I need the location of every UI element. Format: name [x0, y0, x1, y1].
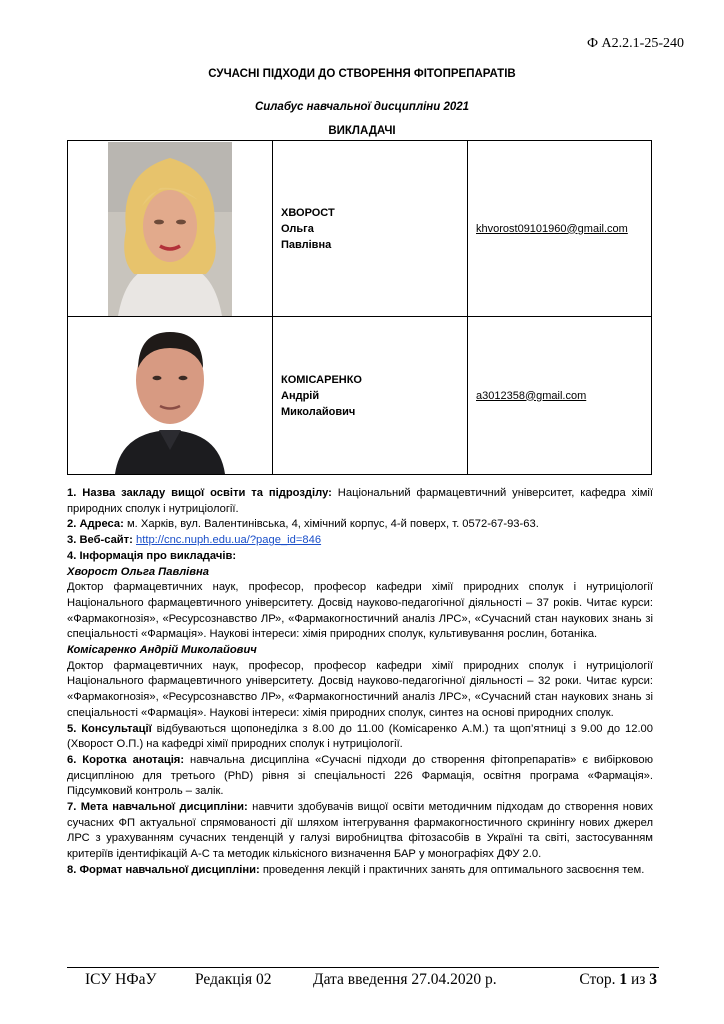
section-goal [67, 800, 653, 863]
section-institution [67, 486, 653, 517]
teacher-1-name: Хворост Ольга Павлівна [67, 565, 210, 578]
section-label: 5. Консультації [67, 722, 152, 735]
section-text: навчальна дисципліна «Сучасні підходи до створення фітопрепаратів» є вибірковою дисципліною для третього (PhD) рівня зі спеціальності 226 Фармація, освітня програма «Фармація». Підсумковий контроль – залік. [67, 753, 653, 798]
syllabus-content [67, 486, 653, 879]
teachers-heading: ВИКЛАДАЧІ [328, 125, 396, 137]
document-subtitle: Силабус навчальної дисципліни 2021 [254, 101, 470, 113]
teacher-photo-komisarenko [113, 318, 227, 474]
section-format [67, 863, 653, 879]
teacher-photo-khvorost [108, 142, 232, 316]
section-text: навчити здобувачів вищої освіти методичним підходам до створення нових сучасних ФП актуальної спрямованості дії шляхом інтегрування фармакогностичного скринінгу нових джерел ЛРС з урахуванням сучасних тенденцій у галузі виробництва фітозасобів в Україні та світі, застосуванням критеріїв ідентифікацій А-С та методик кількісного визначення БАР у монографіях ДФУ 2.0. [67, 801, 653, 861]
teacher-2-name: Комісаренко Андрій Миколайович [67, 644, 257, 657]
teacher-photo-cell [68, 317, 273, 475]
teacher-email-cell [468, 141, 652, 317]
teachers-table [67, 140, 652, 475]
footer-page-total: 3 [649, 971, 657, 988]
footer-divider [67, 967, 659, 968]
section-text: відбуваються щопонеділка з 8.00 до 11.00 (Комісаренко А.М.) та щоп’ятниці з 9.00 до 12.00 (Хворост О.П.) на кафедрі хімії природних сполук і нутриціології. [67, 722, 653, 751]
footer-edition: Редакція 02 [195, 971, 272, 988]
section-teachers-info: 4. Інформація про викладачів: [67, 549, 237, 562]
section-annotation [67, 753, 653, 800]
teacher-email-cell [468, 317, 652, 475]
page-footer [67, 971, 659, 995]
section-website [67, 533, 653, 549]
section-text: Національний фармацевтичний університет, кафедра хімії природних сполук і нутриціології. [67, 487, 653, 515]
teacher-row [68, 141, 652, 317]
teacher-first-name: Андрій [281, 389, 320, 402]
teacher-2-bio: Доктор фармацевтичних наук, професор, професор кафедри хімії природних сполук і нутриціології Національного фармацевтичного університету. Досвід науково-педагогічної діяльності – 32 роки. Читає курси: «Фармакогнозія», «Ресурсознавство ЛР», «Фармакогностичний аналіз ЛРС», «Сучасний стан наукових знань зі спеціальності «Фармація». Наукові інтереси: хімія природних сполук, синтез на основі природних сполук. [67, 659, 653, 719]
section-label: 6. Коротка анотація: [67, 753, 185, 766]
section-label: 7. Мета навчальної дисципліни: [67, 801, 248, 814]
footer-org: ІСУ НФаУ [85, 971, 157, 988]
teacher-email-link[interactable]: a3012358@gmail.com [476, 389, 587, 402]
teacher-row [68, 317, 652, 475]
section-label: 8. Формат навчальної дисципліни: [67, 863, 260, 876]
teacher-surname: ХВОРОСТ [281, 206, 335, 219]
section-label: 3. Веб-сайт: [67, 534, 133, 547]
document-code: Ф А2.2.1-25-240 [587, 36, 684, 51]
teacher-name-cell [273, 141, 468, 317]
teacher-surname: КОМІСАРЕНКО [281, 373, 362, 386]
footer-page: Стор. 1 из 3 [579, 971, 657, 988]
section-consultations [67, 722, 653, 753]
teacher-patronymic: Павлівна [281, 238, 332, 251]
footer-date: Дата введення 27.04.2020 р. [313, 971, 497, 988]
section-label: 2. Адреса: [67, 518, 124, 531]
teacher-email-link[interactable]: khvorost09101960@gmail.com [476, 222, 628, 235]
section-address [67, 517, 653, 533]
teacher-photo-cell [68, 141, 273, 317]
section-label: 1. Назва закладу вищої освіти та підрозділу: [67, 487, 332, 499]
teacher-patronymic: Миколайович [281, 405, 356, 418]
document-title: СУЧАСНІ ПІДХОДИ ДО СТВОРЕННЯ ФІТОПРЕПАРАТІВ [208, 68, 516, 80]
footer-page-number: 1 [619, 971, 628, 988]
teacher-1-bio: Доктор фармацевтичних наук, професор, професор кафедри хімії природних сполук і нутриціології Національного фармацевтичного університету. Досвід науково-педагогічної діяльності – 37 років. Читає курси: «Фармакогнозія», «Ресурсознавство ЛР», «Фармакогностичний аналіз ЛРС», «Сучасний стан наукових знань зі спеціальності «Фармація». Наукові інтереси: хімія природних сполук, культивування рослин, ботаніка. [67, 581, 653, 641]
teacher-first-name: Ольга [281, 222, 314, 235]
teacher-name-cell [273, 317, 468, 475]
website-link[interactable]: http://cnc.nuph.edu.ua/?page_id=846 [136, 534, 322, 547]
section-text: проведення лекцій і практичних занять для оптимального засвоєння тем. [259, 863, 645, 876]
section-text: м. Харків, вул. Валентинівська, 4, хімічний корпус, 4-й поверх, т. 0572-67-93-63. [123, 518, 539, 531]
